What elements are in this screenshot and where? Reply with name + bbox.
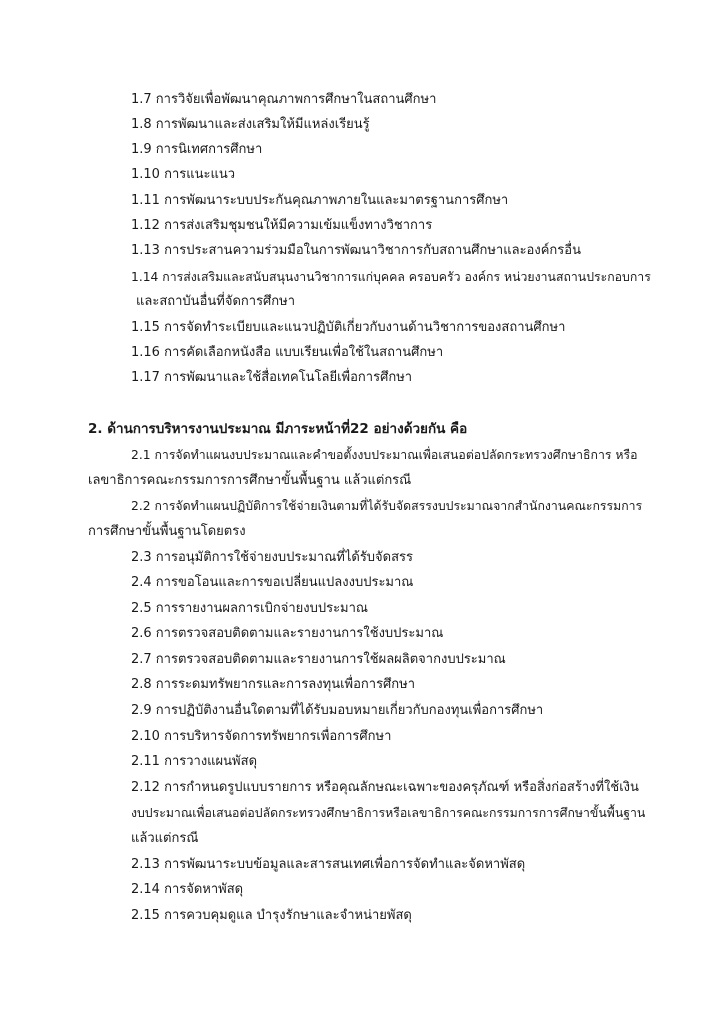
list-item: 2.15 การควบคุมดูแล บำรุงรักษาและจำหน่ายพัสดุ <box>131 908 412 923</box>
list-item: 2.14 การจัดหาพัสดุ <box>131 882 244 897</box>
list-item: 2.8 การระดมทรัพยากรและการลงทุนเพื่อการศึกษา <box>131 677 416 692</box>
list-item: 1.10 การแนะแนว <box>131 167 236 182</box>
list-item: 1.14 การส่งเสริมและสนับสนุนงานวิชาการแก่บุคคล ครอบครัว องค์กร หน่วยงานสถานประกอบการ <box>131 270 651 284</box>
list-item: 2.5 การรายงานผลการเบิกจ่ายงบประมาณ <box>131 601 368 616</box>
list-item: 2.7 การตรวจสอบติดตามและรายงานการใช้ผลผลิตจากงบประมาณ <box>131 652 506 667</box>
list-item-continuation: เลขาธิการคณะกรรมการการศึกษาขั้นพื้นฐาน แล้วแต่กรณี <box>88 473 412 488</box>
list-item: 1.12 การส่งเสริมชุมชนให้มีความเข้มแข็งทางวิชาการ <box>131 218 433 233</box>
list-item: 1.8 การพัฒนาและส่งเสริมให้มีแหล่งเรียนรู้ <box>131 117 370 132</box>
list-item: 2.2 การจัดทำแผนปฏิบัติการใช้จ่ายเงินตามที่ได้รับจัดสรรงบประมาณจากสำนักงานคณะกรรมการ <box>131 499 643 513</box>
list-item: 2.4 การขอโอนและการขอเปลี่ยนแปลงงบประมาณ <box>131 575 414 590</box>
list-item: 1.16 การคัดเลือกหนังสือ แบบเรียนเพื่อใช้ในสถานศึกษา <box>131 345 444 360</box>
list-item: 2.6 การตรวจสอบติดตามและรายงานการใช้งบประมาณ <box>131 626 444 641</box>
list-item: 1.15 การจัดทำระเบียบและแนวปฏิบัติเกี่ยวกับงานด้านวิชาการของสถานศึกษา <box>131 320 566 335</box>
list-item: 2.11 การวางแผนพัสดุ <box>131 754 258 769</box>
list-item-continuation: และสถาบันอื่นที่จัดการศึกษา <box>136 294 296 309</box>
list-item: 2.12 การกำหนดรูปแบบรายการ หรือคุณลักษณะเฉพาะของครุภัณฑ์ หรือสิ่งก่อสร้างที่ใช้เงิน <box>131 780 639 795</box>
list-item-continuation: แล้วแต่กรณี <box>131 831 199 846</box>
list-item: 2.13 การพัฒนาระบบข้อมูลและสารสนเทศเพื่อการจัดทำและจัดหาพัสดุ <box>131 857 526 872</box>
list-item-continuation: งบประมาณเพื่อเสนอต่อปลัดกระทรวงศึกษาธิการหรือเลขาธิการคณะกรรมการการศึกษาขั้นพื้นฐาน <box>131 806 646 820</box>
list-item: 2.1 การจัดทำแผนงบประมาณและคำขอตั้งงบประมาณเพื่อเสนอต่อปลัดกระทรวงศึกษาธิการ หรือ <box>131 448 638 462</box>
list-item: 1.17 การพัฒนาและใช้สื่อเทคโนโลยีเพื่อการศึกษา <box>131 370 413 385</box>
list-item: 1.11 การพัฒนาระบบประกันคุณภาพภายในและมาตรฐานการศึกษา <box>131 193 509 208</box>
list-item: 2.9 การปฏิบัติงานอื่นใดตามที่ได้รับมอบหมายเกี่ยวกับกองทุนเพื่อการศึกษา <box>131 703 544 718</box>
list-item-continuation: การศึกษาขั้นพื้นฐานโดยตรง <box>88 524 246 539</box>
list-item: 1.7 การวิจัยเพื่อพัฒนาคุณภาพการศึกษาในสถานศึกษา <box>131 92 437 107</box>
list-item: 2.3 การอนุมัติการใช้จ่ายงบประมาณที่ได้รับจัดสรร <box>131 550 414 565</box>
section-heading: 2. ด้านการบริหารงานประมาณ มีภาระหน้าที่22 อย่างด้วยกัน คือ <box>88 421 468 437</box>
list-item: 1.9 การนิเทศการศึกษา <box>131 142 263 157</box>
list-item: 1.13 การประสานความร่วมมือในการพัฒนาวิชาการกับสถานศึกษาและองค์กรอื่น <box>131 243 581 258</box>
list-item: 2.10 การบริหารจัดการทรัพยากรเพื่อการศึกษา <box>131 729 392 744</box>
